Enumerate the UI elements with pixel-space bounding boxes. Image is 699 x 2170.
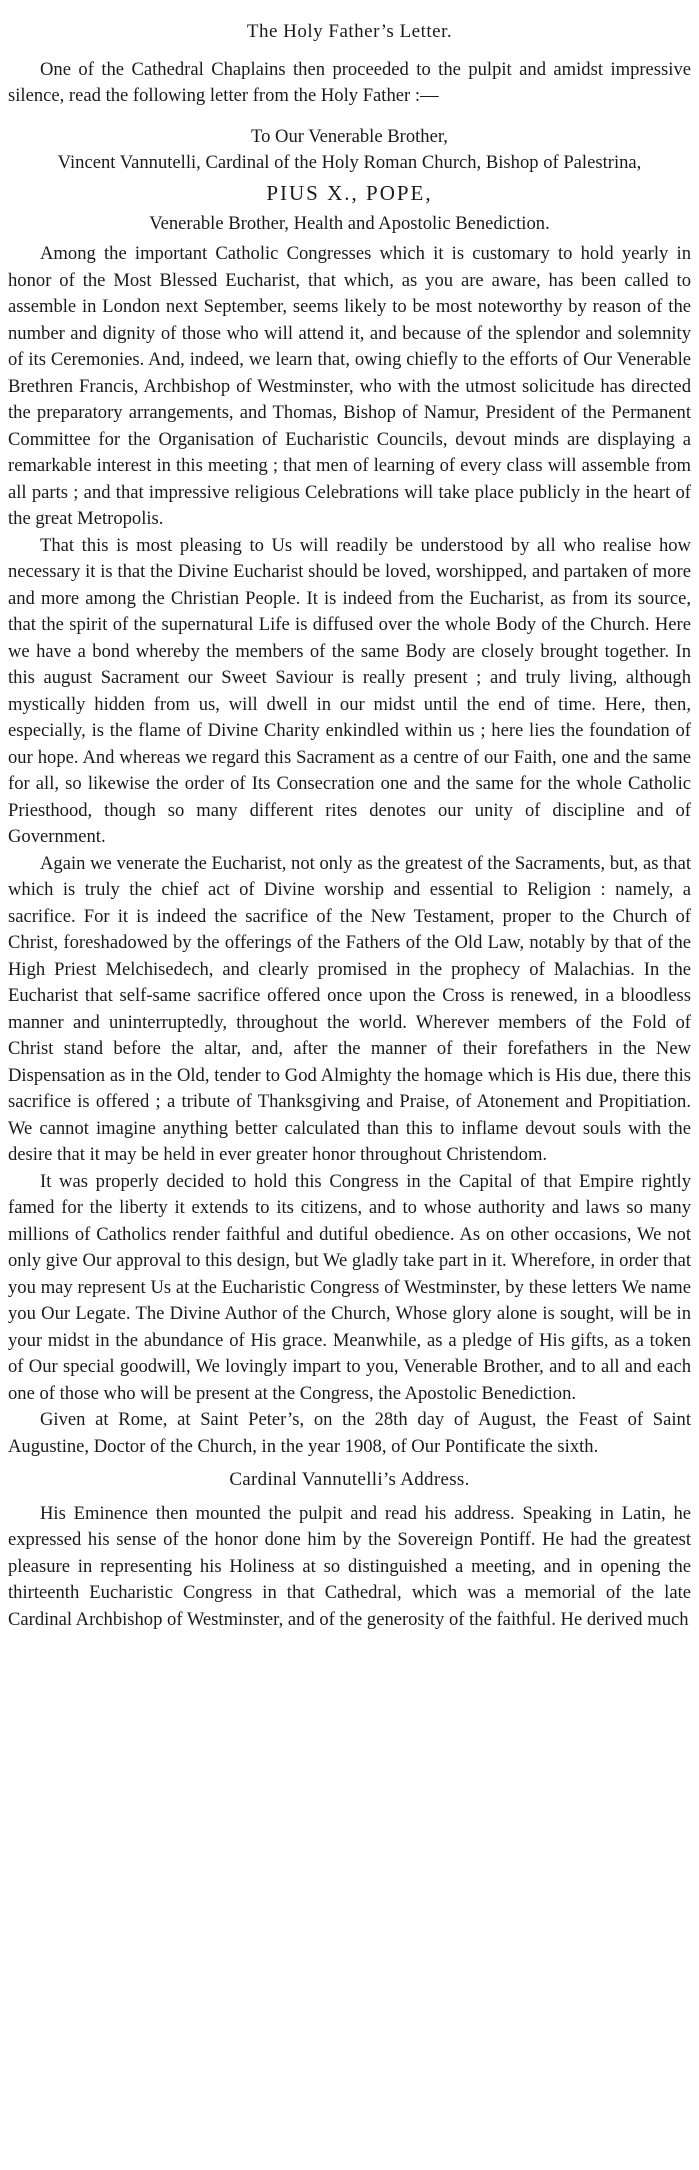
- letter-paragraph-2: That this is most pleasing to Us will readily be understood by all who realise how necessary it is that the Divine Eucharist should be loved, worshipped, and partaken of more and more among the Christian People. It is indeed from the Eucharist, as from its source, that the spirit of the supernatural Life is diffused over the whole Body of the Church. Here we have a bond whereby the members of the same Body are closely brought together. In this august Sacrament our Sweet Saviour is really present ; and truly living, although mystically hidden from us, will dwell in our midst until the end of time. Here, then, especially, is the flame of Divine Charity enkindled within us ; here lies the foundation of our hope. And whereas we regard this Sacrament as a centre of our Faith, one and the same for all, so likewise the order of Its Consecration one and the same for the whole Catholic Priesthood, though so many different rites denotes our unity of discipline and of Government.: [8, 534, 691, 848]
- letter-paragraph-4: It was properly decided to hold this Congress in the Capital of that Empire rightly famed for the liberty it extends to its citizens, and to whose authority and laws so many millions of Catholics render faithful and dutiful obedience. As on other occasions, We not only give Our approval to this design, but We gladly take part in it. Wherefore, in order that you may represent Us at the Eucharistic Congress of Westminster, by these letters We name you Our Legate. The Divine Author of the Church, Whose glory alone is sought, will be in your midst in the abundance of His grace. Meanwhile, as a pledge of His gifts, as a token of Our special goodwill, We lovingly impart to you, Venerable Brother, and to all and each one of those who will be present at the Congress, the Apostolic Benediction.: [8, 1170, 691, 1404]
- salutation: Venerable Brother, Health and Apostolic Benediction.: [149, 212, 550, 234]
- letter-dateline: Given at Rome, at Saint Peter’s, on the 28th day of August, the Feast of Saint Augustine, Doctor of the Church, in the year 1908, of Our Pontificate the sixth.: [8, 1409, 691, 1457]
- signatory-title: PIUS X., POPE,: [266, 180, 433, 205]
- intro-paragraph: One of the Cathedral Chaplains then proceeded to the pulpit and amidst impressive silence, read the following letter from the Holy Father :—: [8, 58, 691, 107]
- letter-paragraph-3: Again we venerate the Eucharist, not only as the greatest of the Sacraments, but, as that which is truly the chief act of Divine worship and essential to Religion : namely, a sacrifice. For it is indeed the sacrifice of the New Testament, proper to the Church of Christ, foreshadowed by the offerings of the Fathers of the Old Law, notably by that of the High Priest Melchisedech, and clearly promised in the prophecy of Malachias. In the Eucharist that self-same sacrifice offered once upon the Cross is renewed, in a bloodless manner and uninterruptedly, throughout the world. Wherever members of the Fold of Christ stand before the altar, and, after the manner of their forefathers in the New Dispensation as in the Old, tender to God Almighty the homage which is His due, there this sacrifice is offered ; a tribute of Thanksgiving and Praise, of Atonement and Propitiation. We cannot imagine anything better calculated than this to inflame devout souls with the desire that it may be held in ever greater honor throughout Christendom.: [8, 852, 691, 1166]
- letter-heading: The Holy Father’s Letter.: [246, 21, 453, 42]
- address-line-2: Vincent Vannutelli, Cardinal of the Holy Roman Church, Bishop of Palestrina,: [57, 152, 642, 174]
- address-section-paragraph: His Eminence then mounted the pulpit and read his address. Speaking in Latin, he expressed his sense of the honor done him by the Sovereign Pontiff. He had the greatest pleasure in representing his Holiness at so distinguished a meeting, and in opening the thirteenth Eucharistic Congress in that Cathedral, which was a memorial of the late Cardinal Archbishop of Westminster, and of the generosity of the faithful. He derived much: [8, 1502, 691, 1630]
- address-section-heading: Cardinal Vannutelli’s Address.: [229, 1469, 470, 1491]
- letter-paragraph-1: Among the important Catholic Congresses which it is customary to hold yearly in honor of the Most Blessed Eucharist, that which, as you are aware, has been called to assemble in London next September, seems likely to be most noteworthy by reason of the number and dignity of those who will attend it, and because of the splendor and solemnity of its Ceremonies. And, indeed, we learn that, owing chiefly to the efforts of Our Venerable Brethren Francis, Archbishop of Westminster, who with the utmost solicitude has directed the preparatory arrangements, and Thomas, Bishop of Namur, President of the Permanent Committee for the Organisation of Eucharistic Councils, devout minds are displaying a remarkable interest in this meeting ; that men of learning of every class will assemble from all parts ; and that impressive religious Celebrations will take place publicly in the heart of the great Metropolis.: [8, 243, 691, 530]
- address-line-1: To Our Venerable Brother,: [251, 125, 448, 147]
